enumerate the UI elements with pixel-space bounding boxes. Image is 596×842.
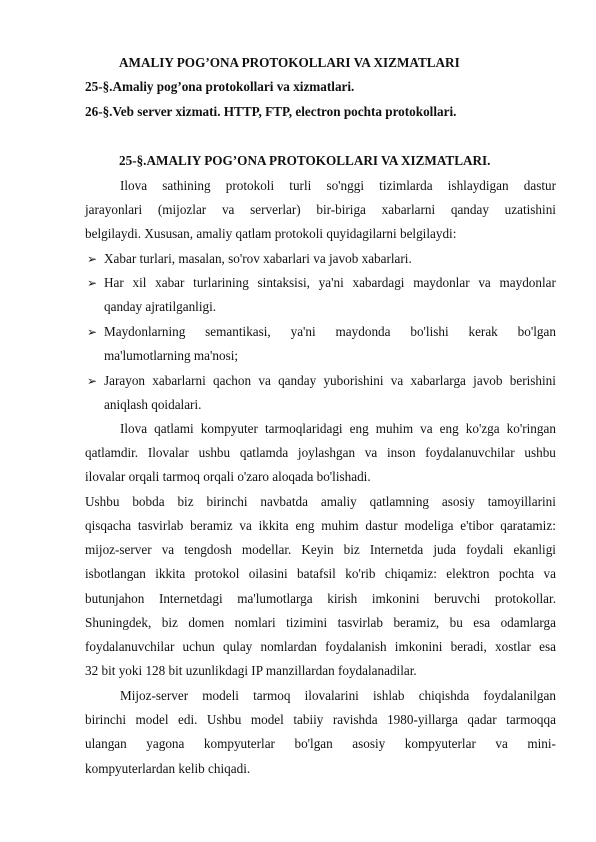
word: Shuningdek, (85, 615, 152, 630)
paragraph-line (85, 445, 556, 461)
word: modeli (202, 688, 239, 703)
word: va (390, 373, 404, 388)
word: beruvchi (434, 591, 481, 606)
word: qatlamdir. (85, 445, 139, 460)
word: qatlami (154, 421, 194, 436)
word: 1980-yillarga (387, 712, 458, 727)
word: chiqishda (418, 688, 470, 703)
word: Internetdagi (158, 591, 223, 606)
word: eng (439, 421, 459, 436)
word: bir-biriga (316, 202, 366, 217)
word: protokol (194, 566, 240, 581)
paragraph-line (120, 421, 556, 437)
word: va (364, 445, 378, 460)
word: xabarlarni (381, 202, 436, 217)
word: ishlab (373, 688, 405, 703)
word: kerak (468, 324, 498, 339)
word: navbatda (260, 494, 308, 509)
word: foydali (466, 542, 504, 557)
word: asosiy (441, 494, 475, 509)
intro-line (120, 178, 556, 194)
word: Mijoz-server (120, 688, 189, 703)
word: sathining (162, 178, 211, 193)
word: qachon (213, 373, 252, 388)
word: modeliga (404, 518, 454, 533)
word: xabar (155, 275, 185, 290)
word: eng (349, 421, 369, 436)
word: foydalanish (325, 639, 387, 654)
bullet-item-line (104, 373, 556, 389)
paragraph-line (85, 542, 556, 558)
bullet-item-line (104, 324, 556, 340)
paragraph-line: ilovalar orqali tarmoq orqali o'zaro aloqada bo'lishadi. (85, 469, 371, 484)
word: ushbu (198, 445, 231, 460)
word: modellar. (241, 542, 292, 557)
word: yagona (146, 736, 185, 751)
word: ma'lumotlarga (237, 591, 313, 606)
word: imkonini (394, 639, 443, 654)
word: muhim (321, 518, 359, 533)
word: bo'lgan (294, 736, 333, 751)
word: Ilova (120, 178, 148, 193)
word: va (221, 202, 235, 217)
word: ya'ni (290, 324, 316, 339)
word: mijoz-server (85, 542, 152, 557)
word: maydonlar (499, 275, 556, 290)
paragraph-line (85, 639, 556, 655)
word: xostlar (495, 639, 531, 654)
word: kompyuter (200, 421, 258, 436)
word: biz (161, 615, 178, 630)
word: pochta (498, 566, 535, 581)
paragraph-line (85, 566, 556, 582)
word: tizimlarda (379, 178, 433, 193)
word: qanday (450, 202, 489, 217)
word: va (495, 736, 508, 751)
word: xabarlarni (152, 373, 206, 388)
word: esa (539, 639, 556, 654)
word: model (135, 712, 169, 727)
word: Ilovalar (147, 445, 189, 460)
word: tengdosh (184, 542, 232, 557)
word: e'tibor (460, 518, 494, 533)
paragraph-line (85, 736, 556, 752)
word: ya'ni (318, 275, 344, 290)
word: ravishda (332, 712, 378, 727)
word: ikkita (258, 518, 289, 533)
word: turlarining (193, 275, 249, 290)
word: elektron (446, 566, 490, 581)
word: semantikasi, (205, 324, 271, 339)
word: dastur (523, 178, 556, 193)
bullet-item-line: aniqlash qoidalari. (104, 397, 202, 412)
word: dastur (365, 518, 398, 533)
word: ko'ringan (506, 421, 556, 436)
word: uzatishini (504, 202, 556, 217)
word: kompyuterlar (203, 736, 275, 751)
word: bo'lgan (517, 324, 556, 339)
word: nomlardan (260, 639, 317, 654)
page-title: AMALIY POG’ONA PROTOKOLLARI VA XIZMATLARI (119, 55, 460, 70)
word: foydalanuvchilar (85, 639, 175, 654)
word: Har (104, 275, 124, 290)
word: batafsil (297, 566, 336, 581)
word: javob (473, 373, 503, 388)
word: isbotlangan (85, 566, 146, 581)
word: beramiz (190, 518, 233, 533)
word: tarmoqqa (506, 712, 556, 727)
paragraph-line: kompyuterlardan kelib chiqadi. (85, 761, 251, 776)
word: tabiiy (293, 712, 324, 727)
bullet-arrow-icon: ➢ (87, 325, 98, 339)
word: Jarayon (104, 373, 146, 388)
word: xil (132, 275, 147, 290)
word: edi. (178, 712, 198, 727)
word: qadar (467, 712, 497, 727)
word: amaliy (320, 494, 357, 509)
word: serverlar) (250, 202, 301, 217)
word: bo'lishi (410, 324, 449, 339)
bullet-arrow-icon: ➢ (87, 252, 98, 266)
intro-line: belgilaydi. Xususan, amaliy qatlam protokoli quyidagilarni belgilaydi: (85, 226, 457, 241)
word: Keyin (301, 542, 334, 557)
word: ilovalarini (304, 688, 359, 703)
word: tasvirlab (337, 615, 384, 630)
paragraph-line (120, 688, 556, 704)
word: juda (433, 542, 457, 557)
paragraph-line (85, 712, 556, 728)
word: kirish (327, 591, 358, 606)
word: qulay (222, 639, 253, 654)
word: uchun (182, 639, 215, 654)
word: foydalanilgan (483, 688, 556, 703)
paragraph-line (85, 591, 556, 607)
word: xabardagi (352, 275, 405, 290)
word: so'nggi (326, 178, 364, 193)
bullet-arrow-icon: ➢ (87, 374, 98, 388)
word: chiqamiz: (384, 566, 437, 581)
word: protokoli (225, 178, 275, 193)
word: va (258, 373, 271, 388)
word: qatlamning (369, 494, 430, 509)
word: birinchi (85, 712, 127, 727)
word: Internetda (369, 542, 424, 557)
word: tasvirlab (137, 518, 184, 533)
word: ulangan (85, 736, 127, 751)
word: (mijozlar (157, 202, 207, 217)
word: maydonda (335, 324, 391, 339)
word: muhim (375, 421, 414, 436)
word: esa (473, 615, 491, 630)
word: qisqacha (85, 518, 132, 533)
word: mini- (527, 736, 556, 751)
word: kompyuterlar (404, 736, 476, 751)
word: ko'zga (465, 421, 500, 436)
paragraph-line: 32 bit yoki 128 bit uzunlikdagi IP manzillardan foydalanadilar. (85, 663, 417, 678)
word: qanday (278, 373, 317, 388)
word: Maydonlarning (104, 324, 186, 339)
toc-item: 26-§.Veb server xizmati. HTTP, FTP, electron pochta protokollari. (85, 104, 457, 119)
word: Ushbu (206, 712, 242, 727)
word: va (161, 542, 175, 557)
word: va (478, 275, 491, 290)
word: model (250, 712, 284, 727)
word: turli (289, 178, 312, 193)
word: ushbu (524, 445, 556, 460)
word: oilasini (248, 566, 288, 581)
word: imkonini (371, 591, 420, 606)
word: tarmoqlaridagi (264, 421, 343, 436)
word: sintaksisi, (257, 275, 310, 290)
word: va (420, 421, 433, 436)
word: bu (449, 615, 463, 630)
word: bobda (132, 494, 165, 509)
word: foydalanuvchilar (425, 445, 515, 460)
word: jarayonlari (85, 202, 143, 217)
word: biz (177, 494, 194, 509)
word: qatlamda (239, 445, 289, 460)
word: yuborishini (323, 373, 384, 388)
word: domen (188, 615, 225, 630)
paragraph-line (85, 615, 556, 631)
intro-line (85, 202, 556, 218)
word: beradi, (450, 639, 487, 654)
word: asosiy (352, 736, 386, 751)
word: inson (386, 445, 416, 460)
bullet-item-line (104, 275, 556, 291)
word: ishlaydigan (447, 178, 509, 193)
word: va (239, 518, 252, 533)
word: butunjahon (85, 591, 145, 606)
word: xabarlarga (410, 373, 466, 388)
word: protokollar. (494, 591, 556, 606)
word: maydonlar (413, 275, 470, 290)
word: eng (295, 518, 315, 533)
word: tamoyillarini (487, 494, 556, 509)
word: beramiz, (393, 615, 440, 630)
word: Ilova (120, 421, 148, 436)
bullet-item-line: Xabar turlari, masalan, so'rov xabarlari va javob xabarlari. (104, 251, 412, 266)
word: ekanligi (513, 542, 556, 557)
word: va (543, 566, 556, 581)
word: nomlari (234, 615, 276, 630)
word: odamlarga (500, 615, 556, 630)
word: birinchi (206, 494, 248, 509)
bullet-item-line: qanday ajratilganligi. (104, 299, 217, 314)
word: tizimini (286, 615, 328, 630)
word: joylashgan (297, 445, 356, 460)
section-title: 25-§.AMALIY POG’ONA PROTOKOLLARI VA XIZMATLARI. (119, 153, 491, 168)
toc-item: 25-§.Amaliy pog’ona protokollari va xizmatlari. (85, 79, 355, 94)
word: berishini (509, 373, 556, 388)
word: Ushbu (85, 494, 120, 509)
word: ko'rib (345, 566, 376, 581)
word: tarmoq (253, 688, 291, 703)
word: qaratamiz: (500, 518, 556, 533)
word: ikkita (155, 566, 186, 581)
paragraph-line (85, 518, 556, 534)
word: biz (343, 542, 360, 557)
bullet-item-line: ma'lumotlarning ma'nosi; (104, 348, 239, 363)
bullet-arrow-icon: ➢ (87, 276, 98, 290)
paragraph-line (85, 494, 556, 510)
